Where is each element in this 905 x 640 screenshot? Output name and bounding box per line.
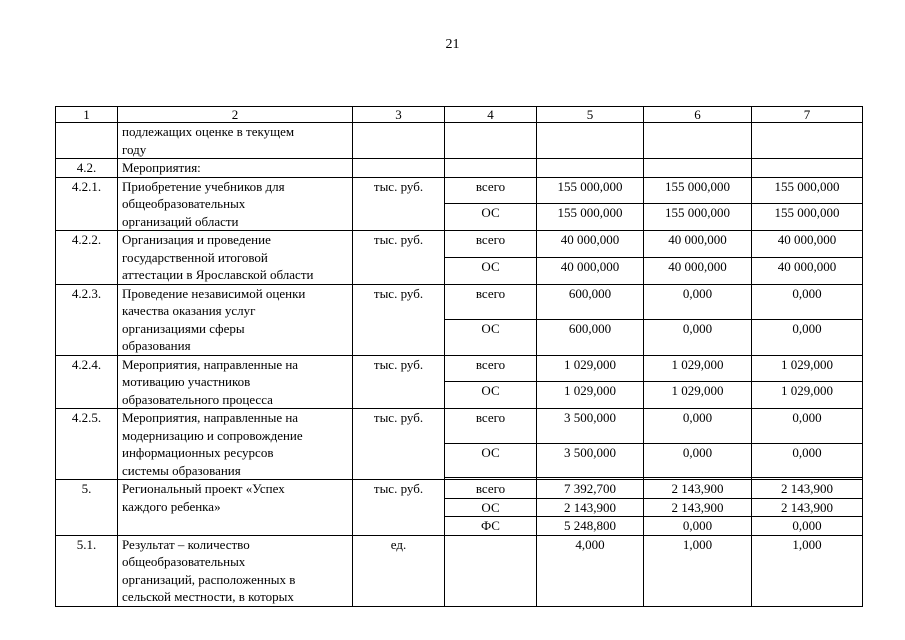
activity-name-line: организациями сферы [122,320,245,336]
value-col-7: 2 143,900 [752,498,863,517]
value-col-6: 40 000,000 [644,257,752,284]
activity-name-line: организаций, расположенных в [122,571,296,587]
activity-name-line: Мероприятия: [122,160,201,175]
activity-name [118,159,353,178]
row-number: 5.1. [56,535,118,606]
value-col-7: 1,000 [752,535,863,606]
activity-name [118,355,353,409]
value-col-6: 155 000,000 [644,204,752,231]
value-col-5: 600,000 [537,320,644,356]
value-col-6: 0,000 [644,517,752,536]
row-number: 4.2.2. [56,231,118,285]
value-col-7: 1 029,000 [752,355,863,382]
row-number: 4.2. [56,159,118,178]
value-col-7: 0,000 [752,443,863,478]
activity-name-line: образовательного процесса [122,391,273,407]
table-row [56,355,863,382]
activity-name-line: Результат – количество [122,536,250,552]
value-col-6: 0,000 [644,284,752,320]
unit-of-measure: тыс. руб. [353,284,445,355]
unit-of-measure: тыс. руб. [353,355,445,409]
unit-of-measure: тыс. руб. [353,177,445,231]
value-col-5: 600,000 [537,284,644,320]
value-col-5 [537,159,644,178]
row-number: 4.2.4. [56,355,118,409]
header-cell: 7 [752,107,863,123]
activity-name-line: общеобразовательных [122,196,246,211]
value-col-5: 7 392,700 [537,480,644,499]
value-col-5: 1 029,000 [537,382,644,409]
activity-name-line: Организация и проведение [122,232,271,247]
value-col-5: 40 000,000 [537,231,644,258]
table-row [56,123,863,159]
activity-name-line: организаций области [122,213,239,229]
row-number: 5. [56,480,118,536]
funding-source: всего [445,231,537,258]
activity-name [118,284,353,355]
unit-of-measure: ед. [353,535,445,606]
value-col-5: 155 000,000 [537,177,644,204]
activity-name-line: году [122,141,147,157]
value-col-7: 0,000 [752,409,863,444]
table-row [56,231,863,258]
funding-source [445,159,537,178]
funding-source: ОС [445,204,537,231]
activity-name-line: государственной итоговой [122,249,268,265]
value-col-5: 5 248,800 [537,517,644,536]
activity-name-line: Региональный проект «Успех [122,481,285,496]
value-col-5: 3 500,000 [537,409,644,444]
activity-name-line: информационных ресурсов [122,445,274,460]
activity-name [118,231,353,285]
activity-name-line: сельской местности, в которых [122,589,294,604]
value-col-6: 2 143,900 [644,498,752,517]
funding-source: ОС [445,257,537,284]
header-cell: 6 [644,107,752,123]
activity-name [118,535,353,606]
row-number [56,123,118,159]
row-number: 4.2.3. [56,284,118,355]
activity-name-line: образования [122,338,191,353]
activity-name [118,480,353,536]
value-col-7: 155 000,000 [752,177,863,204]
header-cell: 5 [537,107,644,123]
activity-name-line: общеобразовательных [122,554,246,569]
table-row [56,159,863,178]
funding-source: ОС [445,443,537,478]
header-cell: 1 [56,107,118,123]
activity-name-line: Мероприятия, направленные на [122,410,299,425]
unit-of-measure: тыс. руб. [353,231,445,285]
value-col-6: 40 000,000 [644,231,752,258]
value-col-6: 0,000 [644,320,752,356]
header-row [56,107,863,123]
table-row [56,535,863,606]
activity-name [118,123,353,159]
funding-source: всего [445,409,537,444]
value-col-5: 40 000,000 [537,257,644,284]
value-col-5: 3 500,000 [537,443,644,478]
value-col-6: 2 143,900 [644,480,752,499]
activity-name-line: модернизацию и сопровождение [122,427,303,443]
value-col-7: 1 029,000 [752,382,863,409]
funding-source: ОС [445,320,537,356]
activity-name-line: системы образования [122,462,241,478]
value-col-6: 1 029,000 [644,382,752,409]
activity-name-line: подлежащих оценке в текущем [122,124,295,139]
row-number: 4.2.1. [56,177,118,231]
funding-source: всего [445,480,537,499]
header-cell: 2 [118,107,353,123]
value-col-7: 0,000 [752,320,863,356]
table-row [56,177,863,204]
value-col-6: 0,000 [644,443,752,478]
funding-source: всего [445,284,537,320]
activity-name-line: Проведение независимой оценки [122,285,306,301]
value-col-6: 1,000 [644,535,752,606]
activity-name [118,177,353,231]
activity-name-line: качества оказания услуг [122,303,256,318]
value-col-5 [537,123,644,159]
value-col-7: 40 000,000 [752,231,863,258]
activity-name-line: Приобретение учебников для [122,178,285,194]
activity-name [118,409,353,480]
activity-name-line: Мероприятия, направленные на [122,356,299,372]
value-col-5: 1 029,000 [537,355,644,382]
value-col-7: 40 000,000 [752,257,863,284]
value-col-7: 155 000,000 [752,204,863,231]
unit-of-measure [353,159,445,178]
activity-name-line: каждого ребенка» [122,498,221,514]
funding-source: всего [445,355,537,382]
value-col-5: 4,000 [537,535,644,606]
value-col-6: 1 029,000 [644,355,752,382]
value-col-6: 155 000,000 [644,177,752,204]
funding-source: всего [445,177,537,204]
funding-source: ОС [445,498,537,517]
value-col-6 [644,123,752,159]
budget-table [55,106,863,607]
value-col-6 [644,159,752,178]
unit-of-measure [353,123,445,159]
unit-of-measure: тыс. руб. [353,480,445,536]
row-number: 4.2.5. [56,409,118,480]
value-col-7: 2 143,900 [752,480,863,499]
value-col-7 [752,123,863,159]
funding-source [445,535,537,606]
header-cell: 3 [353,107,445,123]
value-col-5: 155 000,000 [537,204,644,231]
activity-name-line: аттестации в Ярославской области [122,267,314,282]
funding-source [445,123,537,159]
value-col-6: 0,000 [644,409,752,444]
funding-source: ФС [445,517,537,536]
funding-source: ОС [445,382,537,409]
value-col-7: 0,000 [752,517,863,536]
page-number: 21 [445,37,460,52]
table-row [56,480,863,499]
activity-name-line: мотивацию участников [122,374,251,389]
value-col-7: 0,000 [752,284,863,320]
header-cell: 4 [445,107,537,123]
value-col-5: 2 143,900 [537,498,644,517]
unit-of-measure: тыс. руб. [353,409,445,480]
table-row [56,284,863,320]
value-col-7 [752,159,863,178]
table-row [56,409,863,444]
